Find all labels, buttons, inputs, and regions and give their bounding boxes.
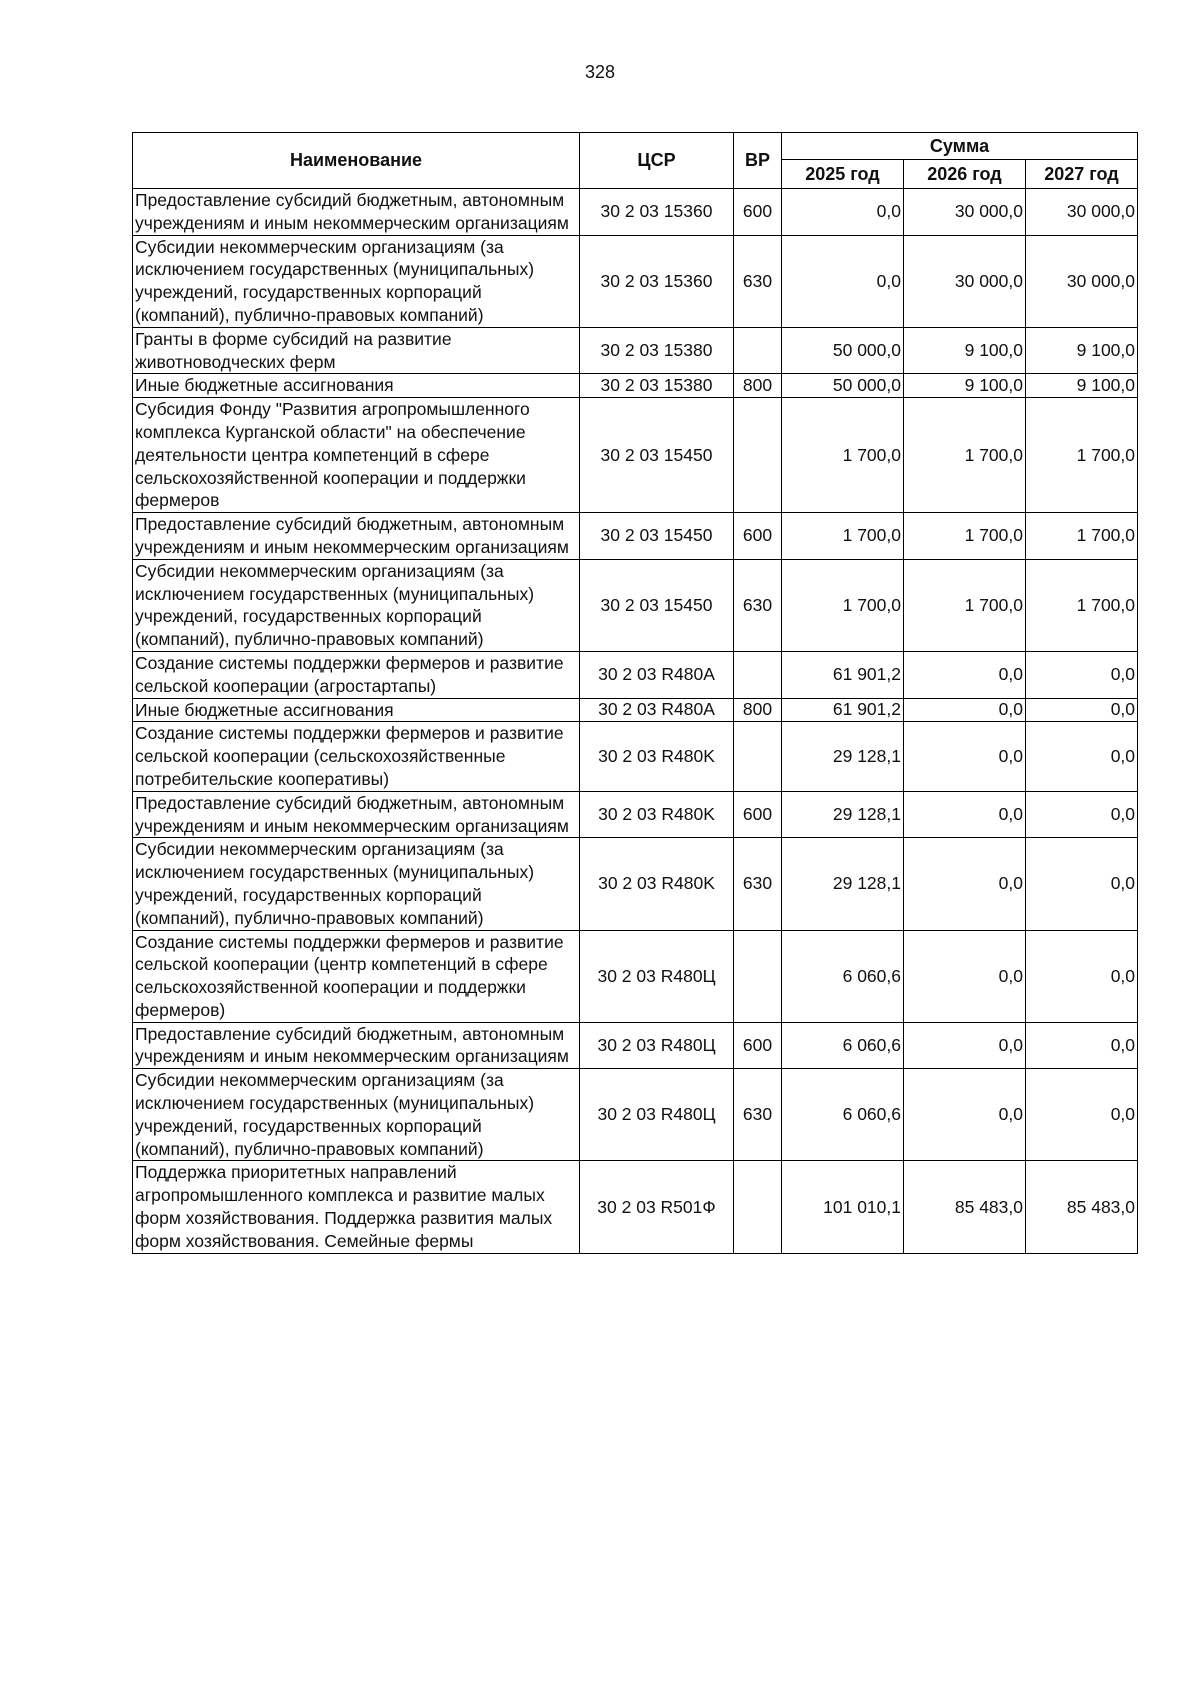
row-csr-code: 30 2 03 R480Ц	[580, 930, 734, 1022]
row-amount-2027: 1 700,0	[1026, 513, 1138, 560]
row-csr-code: 30 2 03 R480A	[580, 651, 734, 698]
row-vr-code: 630	[734, 235, 782, 327]
row-amount-2025: 29 128,1	[782, 838, 904, 930]
row-amount-2025: 1 700,0	[782, 513, 904, 560]
header-sum: Сумма	[782, 133, 1138, 160]
row-amount-2026: 85 483,0	[904, 1161, 1026, 1253]
row-amount-2026: 30 000,0	[904, 235, 1026, 327]
table-row	[133, 838, 1138, 930]
row-amount-2025: 61 901,2	[782, 698, 904, 722]
row-name: Предоставление субсидий бюджетным, автономным учреждениям и иным некоммерческим организациям	[133, 189, 580, 236]
row-csr-code: 30 2 03 R480K	[580, 791, 734, 838]
table-row	[133, 398, 1138, 513]
page-number: 328	[584, 62, 616, 82]
table-row	[133, 930, 1138, 1022]
table-row	[133, 327, 1138, 374]
row-vr-code	[734, 722, 782, 791]
table-body	[133, 189, 1138, 1254]
row-amount-2025: 101 010,1	[782, 1161, 904, 1253]
row-amount-2026: 0,0	[904, 722, 1026, 791]
row-amount-2026: 1 700,0	[904, 513, 1026, 560]
row-amount-2026: 0,0	[904, 651, 1026, 698]
row-csr-code: 30 2 03 15450	[580, 513, 734, 560]
row-amount-2026: 0,0	[904, 791, 1026, 838]
row-csr-code: 30 2 03 R501Ф	[580, 1161, 734, 1253]
row-amount-2025: 6 060,6	[782, 930, 904, 1022]
row-csr-code: 30 2 03 15360	[580, 189, 734, 236]
row-amount-2026: 0,0	[904, 698, 1026, 722]
row-amount-2025: 1 700,0	[782, 398, 904, 513]
table-row	[133, 235, 1138, 327]
table-row	[133, 559, 1138, 651]
row-csr-code: 30 2 03 15450	[580, 398, 734, 513]
row-amount-2027: 9 100,0	[1026, 374, 1138, 398]
row-amount-2027: 30 000,0	[1026, 235, 1138, 327]
row-vr-code	[734, 327, 782, 374]
row-name: Субсидии некоммерческим организациям (за исключением государственных (муниципальных) учреждений, государственных корпораций (компаний), публично-правовых компаний)	[133, 1069, 580, 1161]
table-row	[133, 189, 1138, 236]
row-amount-2025: 50 000,0	[782, 374, 904, 398]
row-vr-code: 600	[734, 1022, 782, 1069]
row-amount-2027: 30 000,0	[1026, 189, 1138, 236]
row-amount-2026: 0,0	[904, 838, 1026, 930]
row-amount-2025: 50 000,0	[782, 327, 904, 374]
row-amount-2027: 0,0	[1026, 651, 1138, 698]
row-name: Создание системы поддержки фермеров и развитие сельской кооперации (сельскохозяйственные потребительские кооперативы)	[133, 722, 580, 791]
table-row	[133, 1069, 1138, 1161]
row-csr-code: 30 2 03 15380	[580, 374, 734, 398]
row-amount-2027: 0,0	[1026, 1069, 1138, 1161]
row-name: Иные бюджетные ассигнования	[133, 698, 580, 722]
table-row	[133, 1022, 1138, 1069]
row-csr-code: 30 2 03 R480Ц	[580, 1022, 734, 1069]
row-csr-code: 30 2 03 R480Ц	[580, 1069, 734, 1161]
row-amount-2025: 1 700,0	[782, 559, 904, 651]
row-name: Создание системы поддержки фермеров и развитие сельской кооперации (центр компетенций в сфере сельскохозяйственной кооперации и поддержки фермеров)	[133, 930, 580, 1022]
row-vr-code	[734, 1161, 782, 1253]
row-amount-2025: 29 128,1	[782, 791, 904, 838]
row-amount-2027: 0,0	[1026, 930, 1138, 1022]
row-name: Поддержка приоритетных направлений агропромышленного комплекса и развитие малых форм хозяйствования. Поддержка развития малых форм хозяйствования. Семейные фермы	[133, 1161, 580, 1253]
row-amount-2026: 0,0	[904, 1069, 1026, 1161]
row-name: Субсидия Фонду "Развития агропромышленного комплекса Курганской области" на обеспечение деятельности центра компетенций в сфере сельскохозяйственной кооперации и поддержки фермеров	[133, 398, 580, 513]
row-amount-2026: 30 000,0	[904, 189, 1026, 236]
row-amount-2027: 0,0	[1026, 698, 1138, 722]
row-amount-2027: 0,0	[1026, 838, 1138, 930]
table-row	[133, 1161, 1138, 1253]
row-name: Создание системы поддержки фермеров и развитие сельской кооперации (агростартапы)	[133, 651, 580, 698]
row-amount-2027: 9 100,0	[1026, 327, 1138, 374]
row-amount-2027: 0,0	[1026, 722, 1138, 791]
table-row	[133, 698, 1138, 722]
table-row	[133, 722, 1138, 791]
row-vr-code: 600	[734, 791, 782, 838]
row-name: Субсидии некоммерческим организациям (за исключением государственных (муниципальных) учреждений, государственных корпораций (компаний), публично-правовых компаний)	[133, 559, 580, 651]
header-year-2025: 2025 год	[782, 160, 904, 189]
row-vr-code: 630	[734, 838, 782, 930]
row-amount-2026: 1 700,0	[904, 559, 1026, 651]
row-amount-2026: 0,0	[904, 1022, 1026, 1069]
table-row	[133, 374, 1138, 398]
row-amount-2027: 85 483,0	[1026, 1161, 1138, 1253]
row-csr-code: 30 2 03 15380	[580, 327, 734, 374]
row-name: Предоставление субсидий бюджетным, автономным учреждениям и иным некоммерческим организациям	[133, 1022, 580, 1069]
table-row	[133, 651, 1138, 698]
row-amount-2027: 0,0	[1026, 791, 1138, 838]
row-vr-code: 630	[734, 559, 782, 651]
row-name: Предоставление субсидий бюджетным, автономным учреждениям и иным некоммерческим организациям	[133, 513, 580, 560]
row-amount-2027: 1 700,0	[1026, 398, 1138, 513]
row-name: Субсидии некоммерческим организациям (за исключением государственных (муниципальных) учреждений, государственных корпораций (компаний), публично-правовых компаний)	[133, 235, 580, 327]
row-csr-code: 30 2 03 15450	[580, 559, 734, 651]
row-amount-2026: 1 700,0	[904, 398, 1026, 513]
row-name: Гранты в форме субсидий на развитие животноводческих ферм	[133, 327, 580, 374]
row-amount-2025: 6 060,6	[782, 1069, 904, 1161]
table-row	[133, 791, 1138, 838]
row-name: Предоставление субсидий бюджетным, автономным учреждениям и иным некоммерческим организациям	[133, 791, 580, 838]
row-vr-code	[734, 398, 782, 513]
row-vr-code	[734, 651, 782, 698]
row-csr-code: 30 2 03 R480K	[580, 722, 734, 791]
row-amount-2025: 6 060,6	[782, 1022, 904, 1069]
row-amount-2025: 0,0	[782, 189, 904, 236]
header-name: Наименование	[133, 133, 580, 189]
row-amount-2026: 9 100,0	[904, 374, 1026, 398]
row-vr-code: 600	[734, 513, 782, 560]
row-csr-code: 30 2 03 R480K	[580, 838, 734, 930]
row-name: Субсидии некоммерческим организациям (за исключением государственных (муниципальных) учреждений, государственных корпораций (компаний), публично-правовых компаний)	[133, 838, 580, 930]
table-row	[133, 513, 1138, 560]
row-amount-2025: 0,0	[782, 235, 904, 327]
header-year-2027: 2027 год	[1026, 160, 1138, 189]
header-csr: ЦСР	[580, 133, 734, 189]
row-csr-code: 30 2 03 15360	[580, 235, 734, 327]
row-vr-code: 600	[734, 189, 782, 236]
row-amount-2025: 29 128,1	[782, 722, 904, 791]
row-amount-2026: 9 100,0	[904, 327, 1026, 374]
header-year-2026: 2026 год	[904, 160, 1026, 189]
row-amount-2025: 61 901,2	[782, 651, 904, 698]
header-vr: ВР	[734, 133, 782, 189]
row-vr-code: 630	[734, 1069, 782, 1161]
row-name: Иные бюджетные ассигнования	[133, 374, 580, 398]
row-vr-code	[734, 930, 782, 1022]
row-amount-2027: 1 700,0	[1026, 559, 1138, 651]
row-amount-2027: 0,0	[1026, 1022, 1138, 1069]
row-amount-2026: 0,0	[904, 930, 1026, 1022]
budget-table	[132, 132, 1138, 1254]
row-vr-code: 800	[734, 374, 782, 398]
row-csr-code: 30 2 03 R480A	[580, 698, 734, 722]
row-vr-code: 800	[734, 698, 782, 722]
